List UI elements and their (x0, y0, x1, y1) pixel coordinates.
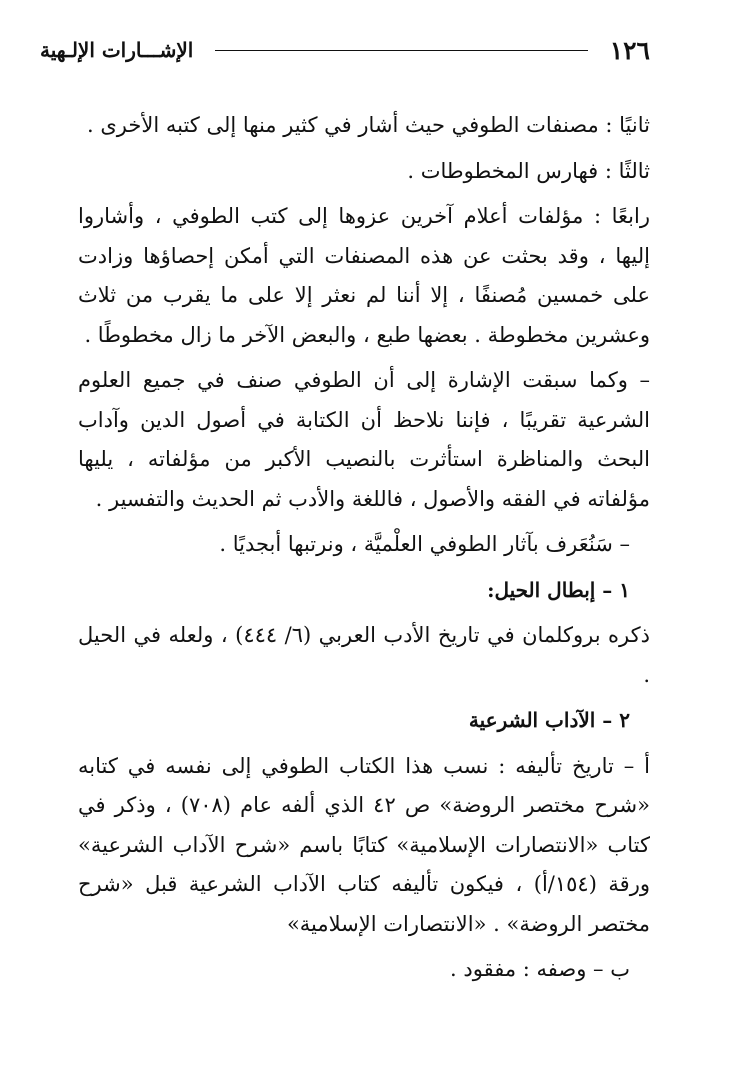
paragraph-entry-2-date: أ – تاريخ تأليفه : نسب هذا الكتاب الطوفي إلى نفسه في كتابه «شرح مختصر الروضة» ص ٤٢ الذي ألفه عام (٧٠٨) ، وذكر في كتاب «الانتصارات الإسلامية» كتابًا باسم «شرح الآداب الشرعية» ورقة (١٥٤/أ) ، فيكون تأليفه كتاب الآداب الشرعية قبل «شرح مختصر الروضة» . «الانتصارات الإسلامية» (78, 753, 650, 936)
paragraph-ordering-note: – سَنُعَرف بآثار الطوفي العلْميَّة ، ونرتبها أبجديًا . (219, 532, 630, 556)
paragraph-sources-fourth: رابعًا : مؤلفات أعلام آخرين عزوها إلى كتب الطوفي ، وأشاروا إليها ، وقد بحثت عن هذه المصنفات التي أمكن إحصاؤها وزادت على خمسين مُصنفًا ، إلا أننا لم نعثر إلا على ما يقرب من ثلاث وعشرين مخطوطة . بعضها طبع ، والبعض الآخر ما زال مخطوطًا . (78, 204, 650, 347)
paragraph-fields-note: – وكما سبقت الإشارة إلى أن الطوفي صنف في جميع العلوم الشرعية تقريبًا ، فإننا نلاحظ أن الكتابة في أصول الدين وآداب البحث والمناظرة استأثرت بالنصيب الأكبر من مؤلفاته ، يليها مؤلفاته في الفقه والأصول ، فاللغة والأدب ثم الحديث والتفسير . (78, 368, 650, 511)
page-number: ١٢٦ (609, 35, 650, 65)
page-body (78, 106, 650, 996)
paragraph-entry-2-description: ب – وصفه : مفقود . (450, 957, 630, 981)
page-header (40, 30, 650, 70)
header-rule (215, 50, 587, 51)
entry-heading-1: ١ – إبطال الحيل: (487, 577, 630, 602)
running-title: الإشـــارات الإلـهية (40, 38, 194, 62)
paragraph-sources-third: ثالثًا : فهارس المخطوطات . (407, 158, 650, 183)
entry-heading-2: ٢ – الآداب الشرعية (468, 708, 630, 732)
paragraph-entry-1: ذكره بروكلمان في تاريخ الأدب العربي (٦/ ٤٤٤) ، ولعله في الحيل . (78, 623, 650, 687)
paragraph-sources-second: ثانيًا : مصنفات الطوفي حيث أشار في كثير منها إلى كتبه الأخرى . (87, 113, 650, 137)
